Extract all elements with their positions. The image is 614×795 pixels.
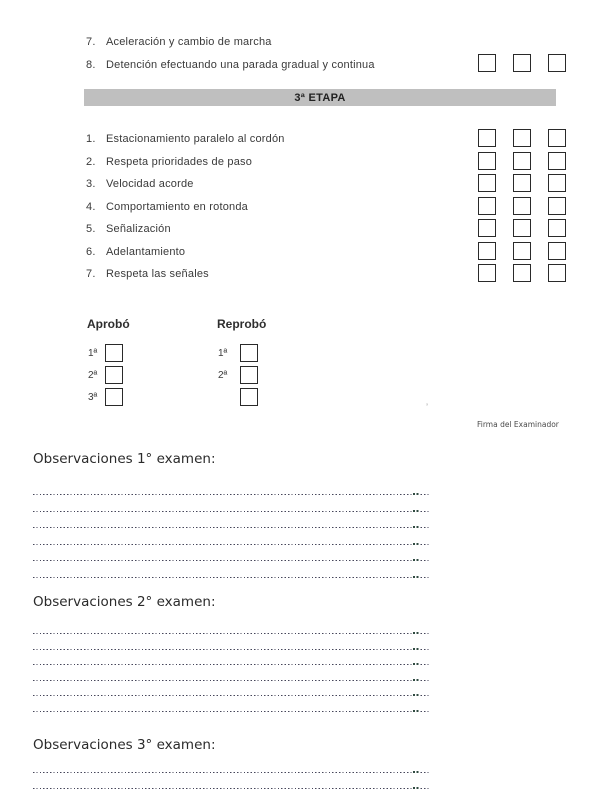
dotted-line bbox=[33, 648, 431, 650]
approved-row-label-3: 3ª bbox=[88, 392, 98, 403]
item-number: 7. bbox=[86, 36, 96, 48]
examiner-signature-label: Firma del Examinador bbox=[477, 420, 559, 429]
checkbox[interactable] bbox=[513, 174, 531, 192]
checkbox[interactable] bbox=[478, 129, 496, 147]
checkbox-row-2 bbox=[478, 152, 566, 172]
item-number: 7. bbox=[86, 268, 96, 280]
item-label: Aceleración y cambio de marcha bbox=[106, 36, 272, 48]
dotted-line bbox=[33, 526, 431, 528]
checkbox[interactable] bbox=[548, 197, 566, 215]
checkbox[interactable] bbox=[548, 54, 566, 72]
approved-title: Aprobó bbox=[87, 317, 130, 331]
checkbox[interactable] bbox=[513, 54, 531, 72]
dotted-line bbox=[33, 510, 431, 512]
failed-title: Reprobó bbox=[217, 317, 267, 331]
dotted-line bbox=[33, 771, 431, 773]
item-label: Adelantamiento bbox=[106, 246, 186, 258]
item-label: Detención efectuando una parada gradual y continua bbox=[106, 59, 375, 71]
checkbox[interactable] bbox=[478, 54, 496, 72]
checkbox[interactable] bbox=[548, 152, 566, 170]
dotted-line bbox=[33, 694, 431, 696]
checkbox[interactable] bbox=[478, 174, 496, 192]
checkbox-row-4 bbox=[478, 197, 566, 217]
dotted-line bbox=[33, 663, 431, 665]
item-number: 5. bbox=[86, 223, 96, 235]
checkbox[interactable] bbox=[478, 219, 496, 237]
failed-checkbox-1[interactable] bbox=[240, 344, 258, 362]
checkbox-row-6 bbox=[478, 242, 566, 262]
checkbox[interactable] bbox=[548, 129, 566, 147]
observations-title-1: Observaciones 1° examen: bbox=[33, 451, 216, 467]
failed-checkbox-2[interactable] bbox=[240, 366, 258, 384]
failed-row-label-1: 1ª bbox=[218, 348, 228, 359]
observations-title-3: Observaciones 3° examen: bbox=[33, 737, 216, 753]
list-item-stage2-8 bbox=[86, 59, 375, 71]
failed-checkbox-3[interactable] bbox=[240, 388, 258, 406]
checkbox[interactable] bbox=[513, 242, 531, 260]
failed-row-label-2: 2ª bbox=[218, 370, 228, 381]
item-label: Estacionamiento paralelo al cordón bbox=[106, 133, 285, 145]
checkbox[interactable] bbox=[513, 219, 531, 237]
list-item-stage3-4 bbox=[86, 201, 248, 213]
checkbox-row-7 bbox=[478, 264, 566, 284]
dotted-line bbox=[33, 543, 431, 545]
stray-mark: ’ bbox=[426, 402, 428, 412]
list-item-stage3-5 bbox=[86, 223, 171, 235]
checkbox[interactable] bbox=[478, 152, 496, 170]
list-item-stage3-6 bbox=[86, 246, 185, 258]
dotted-line bbox=[33, 787, 431, 789]
item-number: 6. bbox=[86, 246, 96, 258]
dotted-line bbox=[33, 710, 431, 712]
observations-title-2: Observaciones 2° examen: bbox=[33, 594, 216, 610]
item-label: Respeta prioridades de paso bbox=[106, 156, 253, 168]
list-item-stage3-2 bbox=[86, 156, 252, 168]
approved-checkbox-1[interactable] bbox=[105, 344, 123, 362]
list-item-stage3-7 bbox=[86, 268, 209, 280]
checkbox[interactable] bbox=[478, 242, 496, 260]
checkbox[interactable] bbox=[513, 197, 531, 215]
checkbox[interactable] bbox=[548, 242, 566, 260]
approved-row-label-2: 2ª bbox=[88, 370, 98, 381]
item-number: 1. bbox=[86, 133, 96, 145]
stage-header: 3ª ETAPA bbox=[84, 89, 556, 106]
approved-checkbox-3[interactable] bbox=[105, 388, 123, 406]
item-number: 3. bbox=[86, 178, 96, 190]
item-label: Respeta las señales bbox=[106, 268, 209, 280]
item-number: 4. bbox=[86, 201, 96, 213]
dotted-line bbox=[33, 679, 431, 681]
checkbox[interactable] bbox=[548, 219, 566, 237]
checkbox-row-3 bbox=[478, 174, 566, 194]
checkbox[interactable] bbox=[548, 174, 566, 192]
checkbox[interactable] bbox=[548, 264, 566, 282]
checkbox[interactable] bbox=[513, 152, 531, 170]
item-number: 8. bbox=[86, 59, 96, 71]
item-number: 2. bbox=[86, 156, 96, 168]
list-item-stage3-1 bbox=[86, 133, 285, 145]
checkbox-row-1 bbox=[478, 129, 566, 149]
list-item-stage3-3 bbox=[86, 178, 194, 190]
checkbox[interactable] bbox=[478, 264, 496, 282]
dotted-line bbox=[33, 493, 431, 495]
approved-checkbox-2[interactable] bbox=[105, 366, 123, 384]
dotted-line bbox=[33, 632, 431, 634]
item-label: Señalización bbox=[106, 223, 171, 235]
list-item-stage2-7 bbox=[86, 36, 272, 48]
checkbox[interactable] bbox=[513, 264, 531, 282]
checkbox-row-5 bbox=[478, 219, 566, 239]
approved-row-label-1: 1ª bbox=[88, 348, 98, 359]
dotted-line bbox=[33, 576, 431, 578]
checkbox[interactable] bbox=[478, 197, 496, 215]
checkbox-row-stage2-8 bbox=[478, 54, 566, 74]
checkbox[interactable] bbox=[513, 129, 531, 147]
dotted-line bbox=[33, 559, 431, 561]
item-label: Comportamiento en rotonda bbox=[106, 201, 248, 213]
item-label: Velocidad acorde bbox=[106, 178, 194, 190]
